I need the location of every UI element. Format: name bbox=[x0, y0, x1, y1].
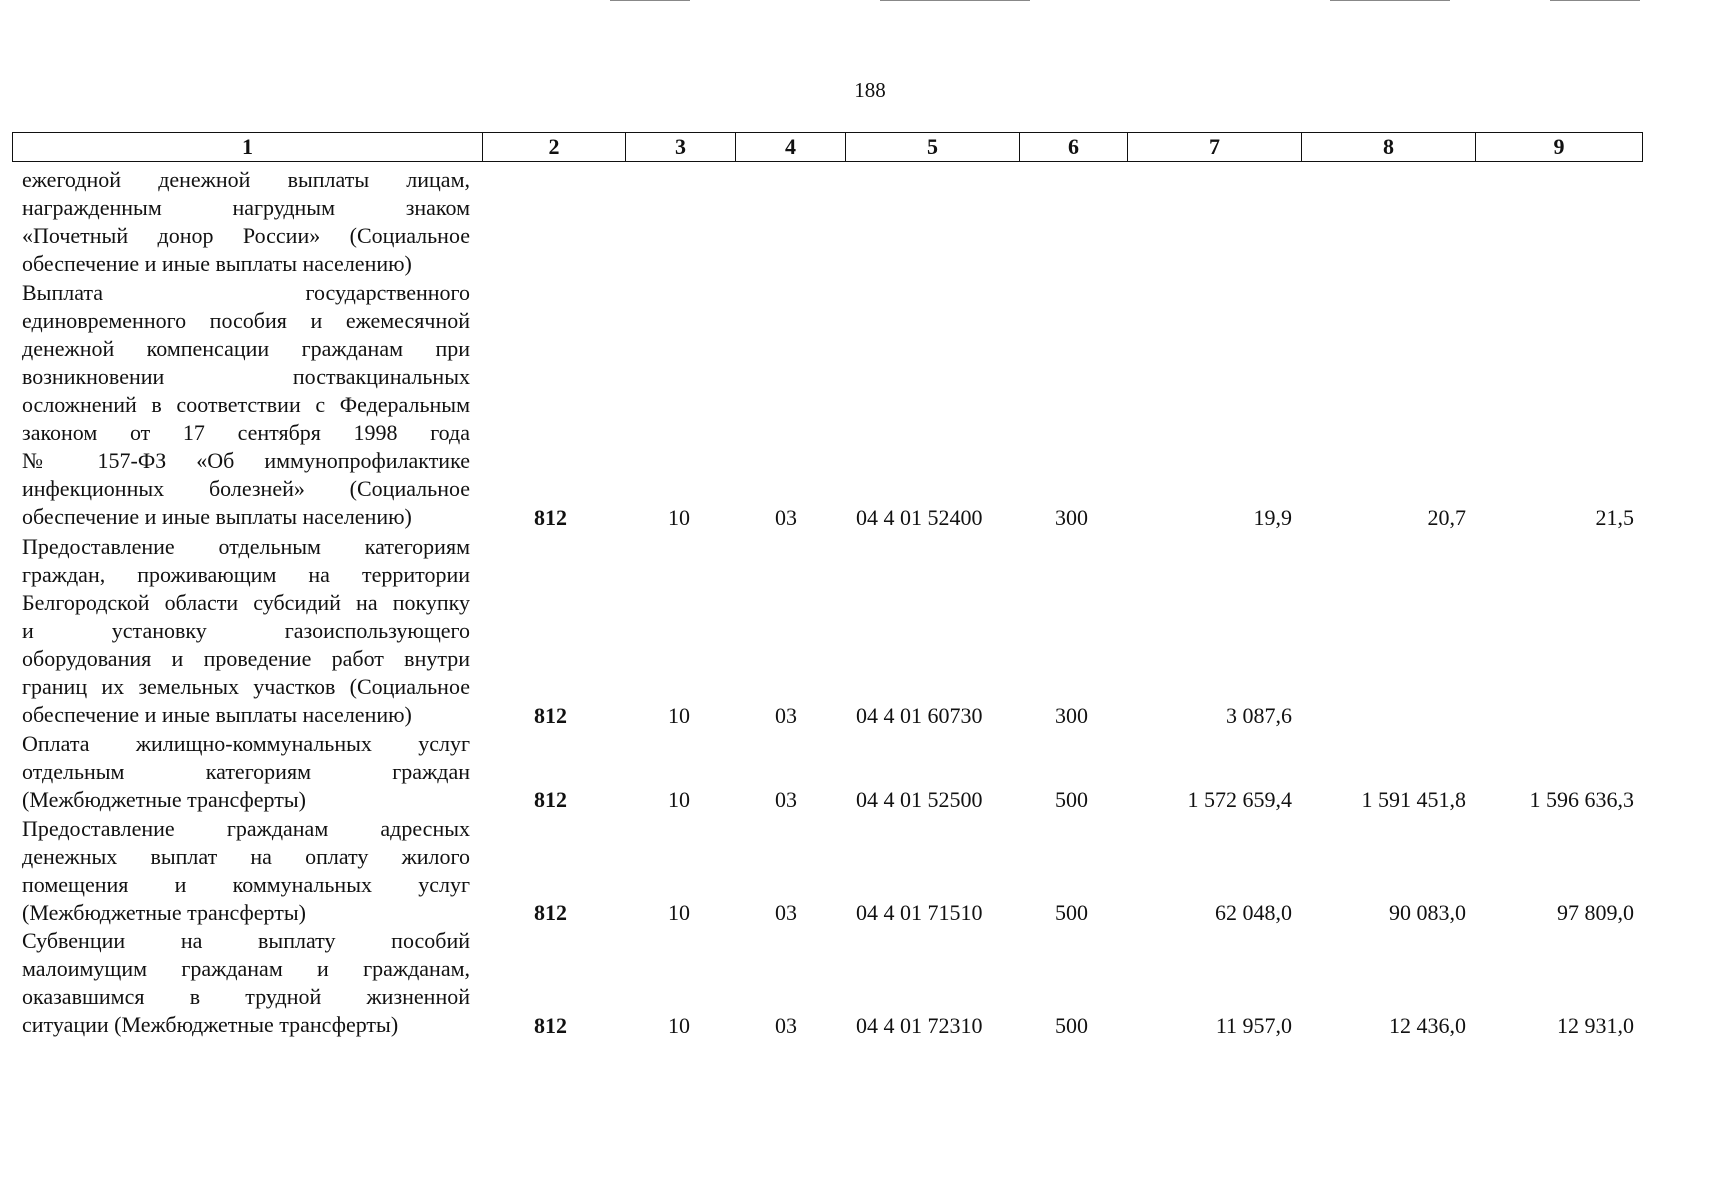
cell-col-5: 04 4 01 52400 bbox=[856, 505, 983, 531]
cell-col-8: 12 436,0 bbox=[1389, 1012, 1466, 1038]
header-col-1: 1 bbox=[13, 133, 483, 162]
column-header-table bbox=[12, 132, 1643, 162]
description-line: Субвенции на выплату пособий bbox=[22, 928, 470, 954]
description-line: оказавшимся в трудной жизненной bbox=[22, 984, 470, 1010]
description-line: законом от 17 сентября 1998 года bbox=[22, 419, 470, 445]
cell-col-6: 500 bbox=[1055, 787, 1088, 813]
scan-mark bbox=[880, 0, 1030, 1]
cell-col-3: 10 bbox=[668, 900, 690, 926]
description-line: ситуации (Межбюджетные трансферты) bbox=[22, 1012, 399, 1038]
cell-col-4: 03 bbox=[775, 900, 797, 926]
description-line: (Межбюджетные трансферты) bbox=[22, 899, 306, 925]
cell-col-9: 12 931,0 bbox=[1557, 1012, 1634, 1038]
description-line: Оплата жилищно-коммунальных услуг bbox=[22, 731, 470, 756]
cell-col-6: 500 bbox=[1055, 900, 1088, 926]
cell-col-7: 3 087,6 bbox=[1226, 702, 1292, 728]
description-line: отдельным категориям граждан bbox=[22, 759, 470, 784]
cell-col-3: 10 bbox=[668, 702, 690, 728]
description-line: денежной компенсации гражданам при bbox=[22, 335, 470, 361]
cell-col-9: 21,5 bbox=[1595, 505, 1634, 531]
cell-col-3: 10 bbox=[668, 505, 690, 531]
page-number: 188 bbox=[854, 78, 886, 102]
cell-col-9: 97 809,0 bbox=[1557, 900, 1634, 926]
scan-mark bbox=[1330, 0, 1450, 1]
row-description bbox=[22, 815, 470, 927]
cell-col-4: 03 bbox=[775, 702, 797, 728]
row-description bbox=[22, 166, 470, 278]
cell-col-5: 04 4 01 52500 bbox=[856, 787, 983, 813]
cell-col-8: 1 591 451,8 bbox=[1361, 787, 1466, 813]
description-line: возникновении поствакцинальных bbox=[22, 363, 470, 389]
row-description bbox=[22, 730, 470, 814]
header-col-5: 5 bbox=[846, 133, 1020, 162]
description-line: обеспечение и иные выплаты населению) bbox=[22, 251, 412, 276]
header-col-4: 4 bbox=[736, 133, 846, 162]
description-line: обеспечение и иные выплаты населению) bbox=[22, 503, 412, 529]
scan-mark bbox=[1550, 0, 1640, 1]
description-line: инфекционных болезней» (Социальное bbox=[22, 475, 470, 501]
cell-col-2: 812 bbox=[534, 505, 567, 531]
cell-col-6: 300 bbox=[1055, 702, 1088, 728]
description-line: границ их земельных участков (Социальное bbox=[22, 673, 470, 699]
cell-col-7: 1 572 659,4 bbox=[1187, 787, 1292, 813]
header-col-7: 7 bbox=[1128, 133, 1302, 162]
cell-col-3: 10 bbox=[668, 787, 690, 813]
row-description bbox=[22, 279, 470, 531]
header-col-6: 6 bbox=[1020, 133, 1128, 162]
description-line: граждан, проживающим на территории bbox=[22, 561, 470, 587]
cell-col-3: 10 bbox=[668, 1012, 690, 1038]
description-line: Белгородской области субсидий на покупку bbox=[22, 589, 470, 615]
description-line: осложнений в соответствии с Федеральным bbox=[22, 391, 470, 417]
description-line: ежегодной денежной выплаты лицам, bbox=[22, 167, 470, 192]
description-line: Предоставление отдельным категориям bbox=[22, 533, 470, 559]
description-line: единовременного пособия и ежемесячной bbox=[22, 307, 470, 333]
description-line: Предоставление гражданам адресных bbox=[22, 815, 470, 841]
header-col-9: 9 bbox=[1476, 133, 1643, 162]
description-line: обеспечение и иные выплаты населению) bbox=[22, 701, 412, 727]
description-line: денежных выплат на оплату жилого bbox=[22, 843, 470, 869]
row-description bbox=[22, 533, 470, 729]
cell-col-9: 1 596 636,3 bbox=[1529, 787, 1634, 813]
cell-col-4: 03 bbox=[775, 1012, 797, 1038]
cell-col-7: 11 957,0 bbox=[1215, 1012, 1292, 1038]
description-line: награжденным нагрудным знаком bbox=[22, 195, 470, 220]
row-description bbox=[22, 927, 470, 1039]
description-line: и установку газоиспользующего bbox=[22, 617, 470, 643]
cell-col-6: 300 bbox=[1055, 505, 1088, 531]
cell-col-4: 03 bbox=[775, 505, 797, 531]
header-col-8: 8 bbox=[1302, 133, 1476, 162]
cell-col-6: 500 bbox=[1055, 1012, 1088, 1038]
description-line: оборудования и проведение работ внутри bbox=[22, 645, 470, 671]
description-line: помещения и коммунальных услуг bbox=[22, 871, 470, 897]
cell-col-8: 20,7 bbox=[1427, 505, 1466, 531]
cell-col-8: 90 083,0 bbox=[1389, 900, 1466, 926]
cell-col-4: 03 bbox=[775, 787, 797, 813]
cell-col-7: 62 048,0 bbox=[1215, 900, 1292, 926]
cell-col-2: 812 bbox=[534, 1012, 567, 1038]
scan-mark bbox=[610, 0, 690, 1]
description-line: № 157-ФЗ «Об иммунопрофилактике bbox=[22, 447, 470, 473]
description-line: «Почетный донор России» (Социальное bbox=[22, 223, 470, 248]
cell-col-2: 812 bbox=[534, 900, 567, 926]
cell-col-2: 812 bbox=[534, 702, 567, 728]
cell-col-5: 04 4 01 60730 bbox=[856, 702, 983, 728]
header-col-2: 2 bbox=[483, 133, 626, 162]
description-line: малоимущим гражданам и гражданам, bbox=[22, 956, 470, 982]
cell-col-5: 04 4 01 71510 bbox=[856, 900, 983, 926]
cell-col-2: 812 bbox=[534, 787, 567, 813]
cell-col-5: 04 4 01 72310 bbox=[856, 1012, 983, 1038]
header-col-3: 3 bbox=[626, 133, 736, 162]
description-line: (Межбюджетные трансферты) bbox=[22, 787, 306, 812]
header-row bbox=[13, 133, 1643, 162]
cell-col-7: 19,9 bbox=[1253, 505, 1292, 531]
description-line: Выплата государственного bbox=[22, 279, 470, 305]
